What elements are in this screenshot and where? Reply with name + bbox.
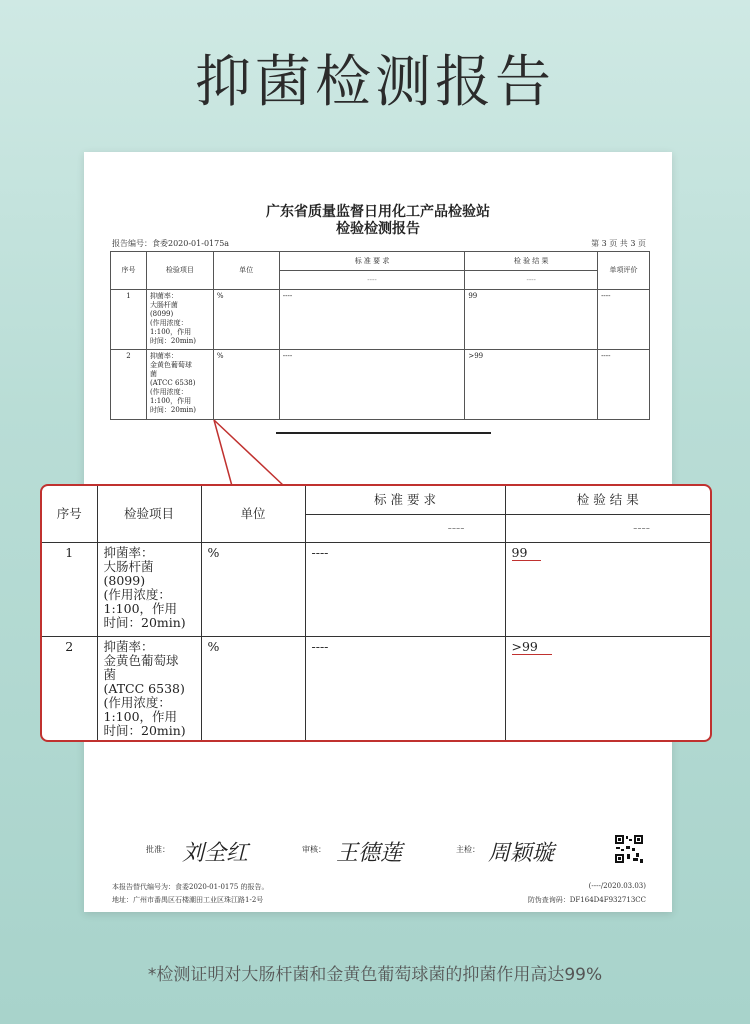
review-signature: 王德莲 <box>336 841 403 866</box>
zoom-header-seq: 序号 <box>42 486 97 542</box>
row-item: 抑菌率： 金黄色葡萄球 菌 (ATCC 6538) (作用浓度： 1:100，作用 时间：20min) <box>146 350 213 420</box>
page-caption: *检测证明对大肠杆菌和金黄色葡萄球菌的抑菌作用高达99% <box>147 965 603 985</box>
row-seq: 1 <box>111 290 147 350</box>
zoom-row-seq: 2 <box>42 636 97 741</box>
anti-fake-code: 防伪查询码：DF164D4F932713CC <box>527 896 646 904</box>
header-unit: 单位 <box>213 252 279 290</box>
row-result: 99 <box>465 290 598 350</box>
zoom-header-unit: 单位 <box>201 486 305 542</box>
zoom-header-standard-sub: ---- <box>305 514 505 542</box>
table-row <box>42 542 710 636</box>
qr-code-icon <box>614 834 644 864</box>
zoom-header-standard: 标 准 要 求 <box>305 486 505 514</box>
row-standard: ---- <box>279 290 465 350</box>
end-rule <box>276 432 491 434</box>
zoom-header-result: 检 验 结 果 <box>505 486 710 514</box>
address: 地址：广州市番禺区石楼潮田工业区珠江路1-2号 <box>112 896 264 904</box>
zoom-row-result <box>505 636 710 741</box>
inspect-label: 主检： <box>456 845 480 854</box>
header-judgement: 单项评价 <box>598 252 650 290</box>
zoom-row-item: 抑菌率： 大肠杆菌 (8099) (作用浓度： 1:100，作用 时间：20min) <box>97 542 201 636</box>
header-seq: 序号 <box>111 252 147 290</box>
review-label: 审核： <box>302 845 326 854</box>
zoom-result-highlight: >99 <box>512 640 552 655</box>
inspect-signature: 周颖璇 <box>488 841 555 866</box>
row-item: 抑菌率： 大肠杆菌 (8099) (作用浓度： 1:100，作用 时间：20min) <box>146 290 213 350</box>
page-info: 第 3 页 共 3 页 <box>591 239 646 248</box>
approve-label: 批准： <box>146 845 170 854</box>
report-number: 报告编号：食委2020-01-0175a <box>112 239 230 248</box>
header-standard-sub: ---- <box>279 271 465 290</box>
approve-signature: 刘全红 <box>182 841 249 866</box>
row-seq: 2 <box>111 350 147 420</box>
row-judgement: ---- <box>598 290 650 350</box>
header-result-sub: ---- <box>465 271 598 290</box>
replace-note: 本报告替代编号为：食委2020-01-0175 的报告。 <box>112 883 269 891</box>
page-headline: 抑菌检测报告 <box>195 50 555 115</box>
zoom-row-result <box>505 542 710 636</box>
row-judgement: ---- <box>598 350 650 420</box>
zoomed-table-callout <box>40 484 712 742</box>
table-row <box>111 350 650 420</box>
zoom-row-standard: ---- <box>305 636 505 741</box>
row-result: >99 <box>465 350 598 420</box>
zoom-row-unit: % <box>201 542 305 636</box>
header-standard: 标 准 要 求 <box>279 252 465 271</box>
zoomed-result-table <box>42 486 710 741</box>
zoom-row-item: 抑菌率： 金黄色葡萄球 菌 (ATCC 6538) (作用浓度： 1:100，作用 时间：20min) <box>97 636 201 741</box>
zoom-header-result-sub: ---- <box>505 514 710 542</box>
row-unit: % <box>213 350 279 420</box>
zoom-row-standard: ---- <box>305 542 505 636</box>
report-title: 检验检测报告 <box>336 221 420 237</box>
row-standard: ---- <box>279 350 465 420</box>
small-result-table <box>110 251 650 420</box>
zoom-row-unit: % <box>201 636 305 741</box>
zoom-header-item: 检验项目 <box>97 486 201 542</box>
zoom-result-highlight: 99 <box>512 546 542 561</box>
report-date: (----/2020.03.03) <box>588 882 646 890</box>
zoom-row-seq: 1 <box>42 542 97 636</box>
header-item: 检验项目 <box>146 252 213 290</box>
signature-row <box>84 836 672 876</box>
report-org: 广东省质量监督日用化工产品检验站 <box>266 204 490 220</box>
header-result: 检 验 结 果 <box>465 252 598 271</box>
row-unit: % <box>213 290 279 350</box>
table-row <box>42 636 710 741</box>
table-row <box>111 290 650 350</box>
report-title-block <box>84 204 672 238</box>
